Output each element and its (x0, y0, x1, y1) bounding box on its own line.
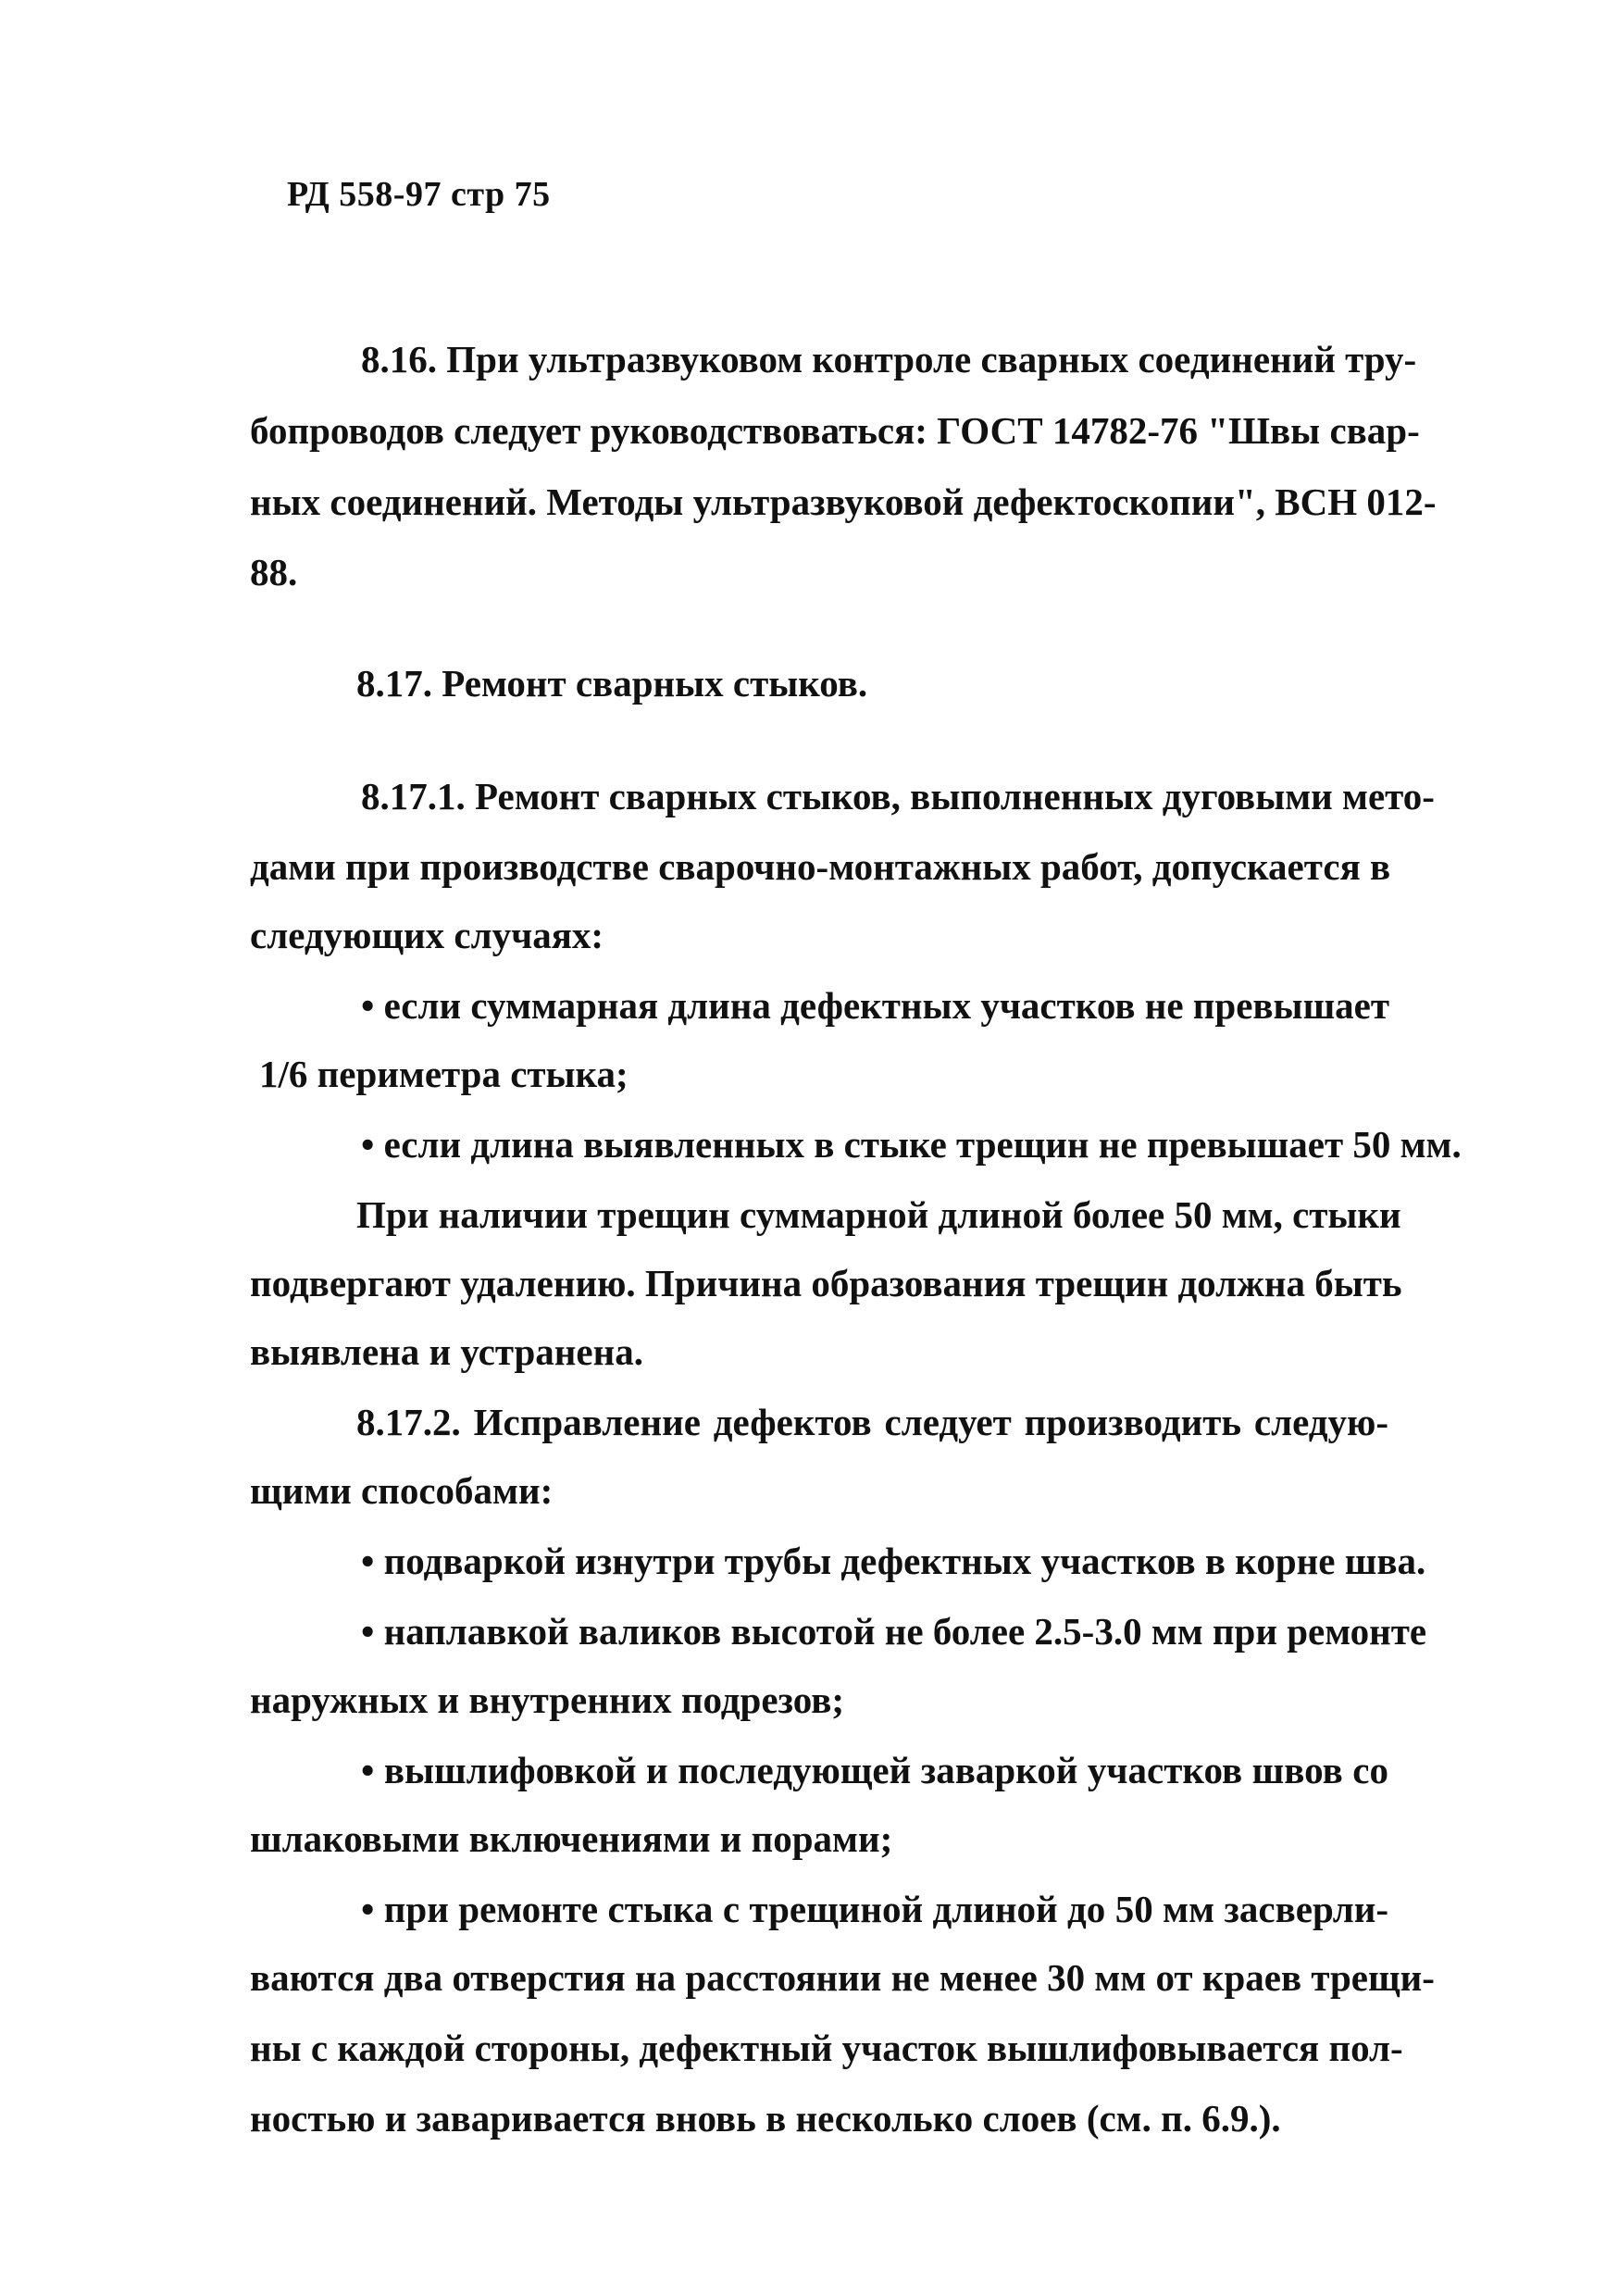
bullet-item-continuation: ваются два отверстия на расстоянии не менее 30 мм от краев трещи- (250, 1956, 1435, 1999)
para-8-17-1-line-1: 8.17.1. Ремонт сварных стыков, выполненных дуговыми мето- (361, 775, 1435, 817)
para-8-17-1-line-3: следующих случаях: (250, 914, 604, 956)
para-8-17-1-line-2: дами при производстве сварочно-монтажных работ, допускается в (250, 845, 1391, 888)
note-line-3: выявлена и устранена. (250, 1330, 643, 1373)
bullet-item: • при ремонте стыка с трещиной длиной до 50 мм засверли- (361, 1888, 1388, 1930)
bullet-item-continuation: ностью и заваривается вновь в несколько слоев (см. п. 6.9.). (250, 2097, 1281, 2140)
page-header: РД 558-97 стр 75 (287, 175, 551, 214)
para-8-17-2-line-2: щими способами: (250, 1469, 554, 1512)
section-8-17-title: 8.17. Ремонт сварных стыков. (356, 662, 868, 705)
bullet-item-continuation: ны с каждой стороны, дефектный участок вышлифовывается пол- (250, 2027, 1403, 2069)
para-8-16-line-4: 88. (250, 551, 298, 593)
bullet-item: • подваркой изнутри трубы дефектных участков в корне шва. (361, 1540, 1426, 1582)
note-line-2: подвергают удалению. Причина образования трещин должна быть (250, 1262, 1402, 1304)
bullet-item-continuation: шлаковыми включениями и порами; (250, 1817, 893, 1860)
bullet-item: • наплавкой валиков высотой не более 2.5-3.0 мм при ремонте (361, 1610, 1427, 1653)
para-8-16-line-3: ных соединений. Методы ультразвуковой дефектоскопии", ВСН 012- (250, 480, 1437, 523)
para-8-16-line-2: бопроводов следует руководствоваться: ГОСТ 14782-76 "Швы свар- (250, 409, 1420, 452)
bullet-item: • если суммарная длина дефектных участков не превышает (361, 984, 1390, 1027)
bullet-item-continuation: 1/6 периметра стыка; (259, 1053, 629, 1095)
bullet-item: • если длина выявленных в стыке трещин не превышает 50 мм. (361, 1123, 1462, 1166)
bullet-item-continuation: наружных и внутренних подрезов; (250, 1678, 845, 1721)
note-line-1: При наличии трещин суммарной длиной более 50 мм, стыки (356, 1193, 1401, 1236)
bullet-item: • вышлифовкой и последующей заваркой участков швов со (361, 1749, 1388, 1791)
para-8-16-line-1: 8.16. При ультразвуковом контроле сварных соединений тру- (361, 338, 1417, 381)
para-8-17-2-line-1: 8.17.2. Исправление дефектов следует производить следую- (356, 1401, 1388, 1443)
